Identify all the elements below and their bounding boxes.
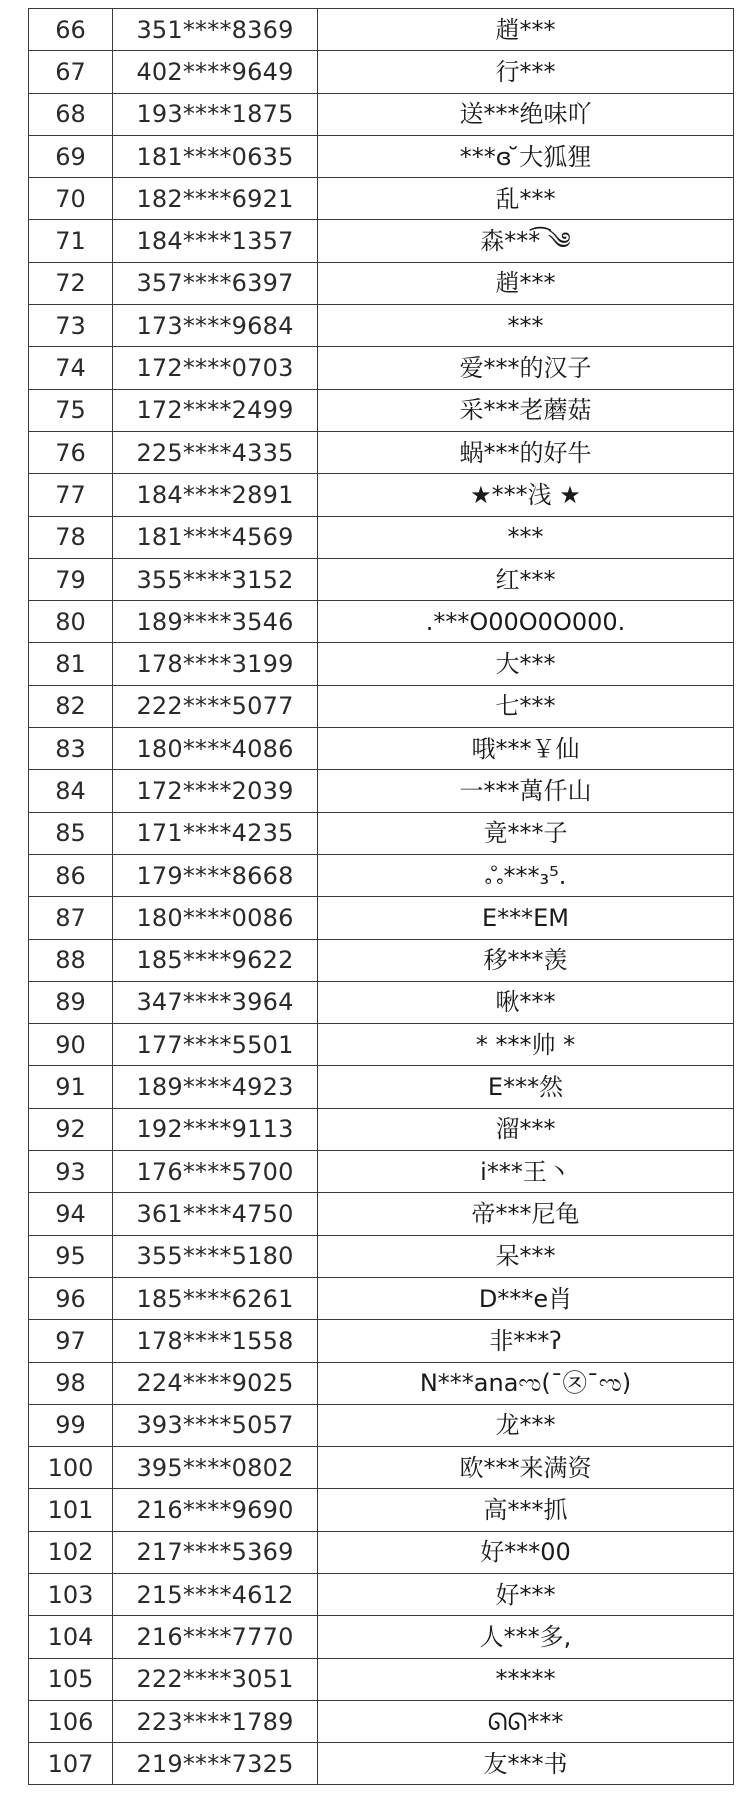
row-phone-cell: 172****2039	[113, 770, 318, 812]
row-phone-cell: 225****4335	[113, 431, 318, 473]
row-name-cell: 呆***	[318, 1235, 734, 1277]
winners-table-body	[29, 9, 734, 1785]
row-phone-cell: 172****2499	[113, 389, 318, 431]
row-name-cell: 好***00	[318, 1531, 734, 1573]
row-index-cell: 72	[29, 262, 113, 304]
row-phone-cell: 185****9622	[113, 939, 318, 981]
row-name-cell: ★***浅 ★	[318, 474, 734, 516]
table-row	[29, 389, 734, 431]
table-row	[29, 1277, 734, 1319]
row-name-cell: 大***	[318, 643, 734, 685]
row-index-cell: 95	[29, 1235, 113, 1277]
row-phone-cell: 180****0086	[113, 897, 318, 939]
row-name-cell: * ***帅 *	[318, 1024, 734, 1066]
table-row	[29, 516, 734, 558]
row-index-cell: 71	[29, 220, 113, 262]
row-name-cell: ***	[318, 516, 734, 558]
row-name-cell: 采***老蘑菇	[318, 389, 734, 431]
row-index-cell: 97	[29, 1320, 113, 1362]
row-index-cell: 100	[29, 1447, 113, 1489]
row-name-cell: 森***͡ ༄	[318, 220, 734, 262]
row-phone-cell: 393****5057	[113, 1404, 318, 1446]
row-name-cell: ᘏᘏ***	[318, 1700, 734, 1742]
row-name-cell: 送***绝味吖	[318, 93, 734, 135]
row-phone-cell: 171****4235	[113, 812, 318, 854]
table-row	[29, 1320, 734, 1362]
row-phone-cell: 395****0802	[113, 1447, 318, 1489]
table-row	[29, 220, 734, 262]
row-index-cell: 107	[29, 1743, 113, 1785]
table-row	[29, 347, 734, 389]
row-phone-cell: 184****2891	[113, 474, 318, 516]
table-row	[29, 1066, 734, 1108]
table-row	[29, 770, 734, 812]
row-phone-cell: 176****5700	[113, 1151, 318, 1193]
row-name-cell: 乱***	[318, 178, 734, 220]
row-index-cell: 104	[29, 1616, 113, 1658]
row-phone-cell: 181****4569	[113, 516, 318, 558]
row-index-cell: 81	[29, 643, 113, 685]
row-phone-cell: 216****9690	[113, 1489, 318, 1531]
table-row	[29, 1531, 734, 1573]
table-row	[29, 9, 734, 51]
row-phone-cell: 189****4923	[113, 1066, 318, 1108]
row-phone-cell: 189****3546	[113, 601, 318, 643]
row-phone-cell: 185****6261	[113, 1277, 318, 1319]
row-index-cell: 92	[29, 1108, 113, 1150]
table-row	[29, 558, 734, 600]
row-phone-cell: 355****3152	[113, 558, 318, 600]
row-index-cell: 78	[29, 516, 113, 558]
row-name-cell: 蜗***的好牛	[318, 431, 734, 473]
row-index-cell: 96	[29, 1277, 113, 1319]
table-row	[29, 1573, 734, 1615]
table-row	[29, 643, 734, 685]
row-phone-cell: 178****3199	[113, 643, 318, 685]
row-index-cell: 87	[29, 897, 113, 939]
row-index-cell: 82	[29, 685, 113, 727]
row-name-cell: 一***萬仟山	[318, 770, 734, 812]
table-row	[29, 305, 734, 347]
row-index-cell: 106	[29, 1700, 113, 1742]
table-row	[29, 1700, 734, 1742]
row-index-cell: 101	[29, 1489, 113, 1531]
table-row	[29, 1489, 734, 1531]
row-phone-cell: 222****5077	[113, 685, 318, 727]
row-phone-cell: 177****5501	[113, 1024, 318, 1066]
row-name-cell: 行***	[318, 51, 734, 93]
table-row	[29, 135, 734, 177]
table-row	[29, 178, 734, 220]
row-name-cell: 红***	[318, 558, 734, 600]
row-phone-cell: 215****4612	[113, 1573, 318, 1615]
row-name-cell: D***e肖	[318, 1277, 734, 1319]
row-phone-cell: 181****0635	[113, 135, 318, 177]
table-row	[29, 93, 734, 135]
table-row	[29, 1024, 734, 1066]
row-index-cell: 93	[29, 1151, 113, 1193]
row-index-cell: 102	[29, 1531, 113, 1573]
row-name-cell: 溜***	[318, 1108, 734, 1150]
row-name-cell: 哦***￥仙	[318, 728, 734, 770]
row-name-cell: 友***书	[318, 1743, 734, 1785]
row-phone-cell: 347****3964	[113, 981, 318, 1023]
row-index-cell: 105	[29, 1658, 113, 1700]
row-phone-cell: 355****5180	[113, 1235, 318, 1277]
row-name-cell: E***EM	[318, 897, 734, 939]
row-name-cell: 帝***尼龟	[318, 1193, 734, 1235]
table-row	[29, 728, 734, 770]
table-row	[29, 685, 734, 727]
table-row	[29, 1151, 734, 1193]
table-row	[29, 51, 734, 93]
table-row	[29, 1193, 734, 1235]
row-index-cell: 83	[29, 728, 113, 770]
row-phone-cell: 180****4086	[113, 728, 318, 770]
table-row	[29, 939, 734, 981]
row-name-cell: i***王丶	[318, 1151, 734, 1193]
table-row	[29, 1743, 734, 1785]
row-phone-cell: 222****3051	[113, 1658, 318, 1700]
table-row	[29, 897, 734, 939]
row-index-cell: 70	[29, 178, 113, 220]
table-row	[29, 1108, 734, 1150]
table-row	[29, 854, 734, 896]
row-phone-cell: 223****1789	[113, 1700, 318, 1742]
row-name-cell: .***O00O0O000.	[318, 601, 734, 643]
row-name-cell: 趙***	[318, 9, 734, 51]
row-name-cell: ஃ***₃⁵.	[318, 854, 734, 896]
table-row	[29, 262, 734, 304]
row-phone-cell: 193****1875	[113, 93, 318, 135]
row-index-cell: 99	[29, 1404, 113, 1446]
row-phone-cell: 357****6397	[113, 262, 318, 304]
row-name-cell: 移***羡	[318, 939, 734, 981]
row-phone-cell: 224****9025	[113, 1362, 318, 1404]
row-index-cell: 68	[29, 93, 113, 135]
table-row	[29, 1616, 734, 1658]
table-row	[29, 1658, 734, 1700]
row-phone-cell: 217****5369	[113, 1531, 318, 1573]
row-phone-cell: 219****7325	[113, 1743, 318, 1785]
row-phone-cell: 216****7770	[113, 1616, 318, 1658]
table-row	[29, 1235, 734, 1277]
row-index-cell: 76	[29, 431, 113, 473]
row-index-cell: 91	[29, 1066, 113, 1108]
row-name-cell: 竟***子	[318, 812, 734, 854]
row-name-cell: 非***ʔ	[318, 1320, 734, 1362]
row-index-cell: 94	[29, 1193, 113, 1235]
row-name-cell: ***ɞ ̆大狐狸	[318, 135, 734, 177]
table-row	[29, 1362, 734, 1404]
row-name-cell: 七***	[318, 685, 734, 727]
table-row	[29, 1447, 734, 1489]
row-phone-cell: 173****9684	[113, 305, 318, 347]
table-row	[29, 1404, 734, 1446]
row-phone-cell: 402****9649	[113, 51, 318, 93]
row-phone-cell: 361****4750	[113, 1193, 318, 1235]
row-name-cell: ***	[318, 305, 734, 347]
row-index-cell: 77	[29, 474, 113, 516]
row-phone-cell: 351****8369	[113, 9, 318, 51]
winners-table	[28, 8, 734, 1785]
row-index-cell: 84	[29, 770, 113, 812]
row-index-cell: 67	[29, 51, 113, 93]
row-phone-cell: 184****1357	[113, 220, 318, 262]
row-name-cell: 龙***	[318, 1404, 734, 1446]
row-name-cell: 趙***	[318, 262, 734, 304]
table-row	[29, 812, 734, 854]
row-index-cell: 75	[29, 389, 113, 431]
row-index-cell: 74	[29, 347, 113, 389]
table-row	[29, 431, 734, 473]
row-name-cell: 人***多,	[318, 1616, 734, 1658]
row-name-cell: E***然	[318, 1066, 734, 1108]
table-row	[29, 981, 734, 1023]
row-index-cell: 80	[29, 601, 113, 643]
row-index-cell: 89	[29, 981, 113, 1023]
table-row	[29, 601, 734, 643]
row-name-cell: 好***	[318, 1573, 734, 1615]
row-phone-cell: 182****6921	[113, 178, 318, 220]
row-index-cell: 98	[29, 1362, 113, 1404]
row-name-cell: 高***抓	[318, 1489, 734, 1531]
row-index-cell: 90	[29, 1024, 113, 1066]
row-index-cell: 85	[29, 812, 113, 854]
row-phone-cell: 192****9113	[113, 1108, 318, 1150]
row-index-cell: 88	[29, 939, 113, 981]
row-name-cell: *****	[318, 1658, 734, 1700]
row-index-cell: 79	[29, 558, 113, 600]
row-phone-cell: 179****8668	[113, 854, 318, 896]
row-phone-cell: 172****0703	[113, 347, 318, 389]
row-name-cell: 爱***的汉子	[318, 347, 734, 389]
row-index-cell: 103	[29, 1573, 113, 1615]
row-index-cell: 86	[29, 854, 113, 896]
row-name-cell: 啾***	[318, 981, 734, 1023]
row-index-cell: 69	[29, 135, 113, 177]
row-phone-cell: 178****1558	[113, 1320, 318, 1362]
table-row	[29, 474, 734, 516]
row-index-cell: 73	[29, 305, 113, 347]
row-name-cell: 欧***来满资	[318, 1447, 734, 1489]
row-name-cell: N***anaಌ(¯㉨¯ಌ)	[318, 1362, 734, 1404]
row-index-cell: 66	[29, 9, 113, 51]
